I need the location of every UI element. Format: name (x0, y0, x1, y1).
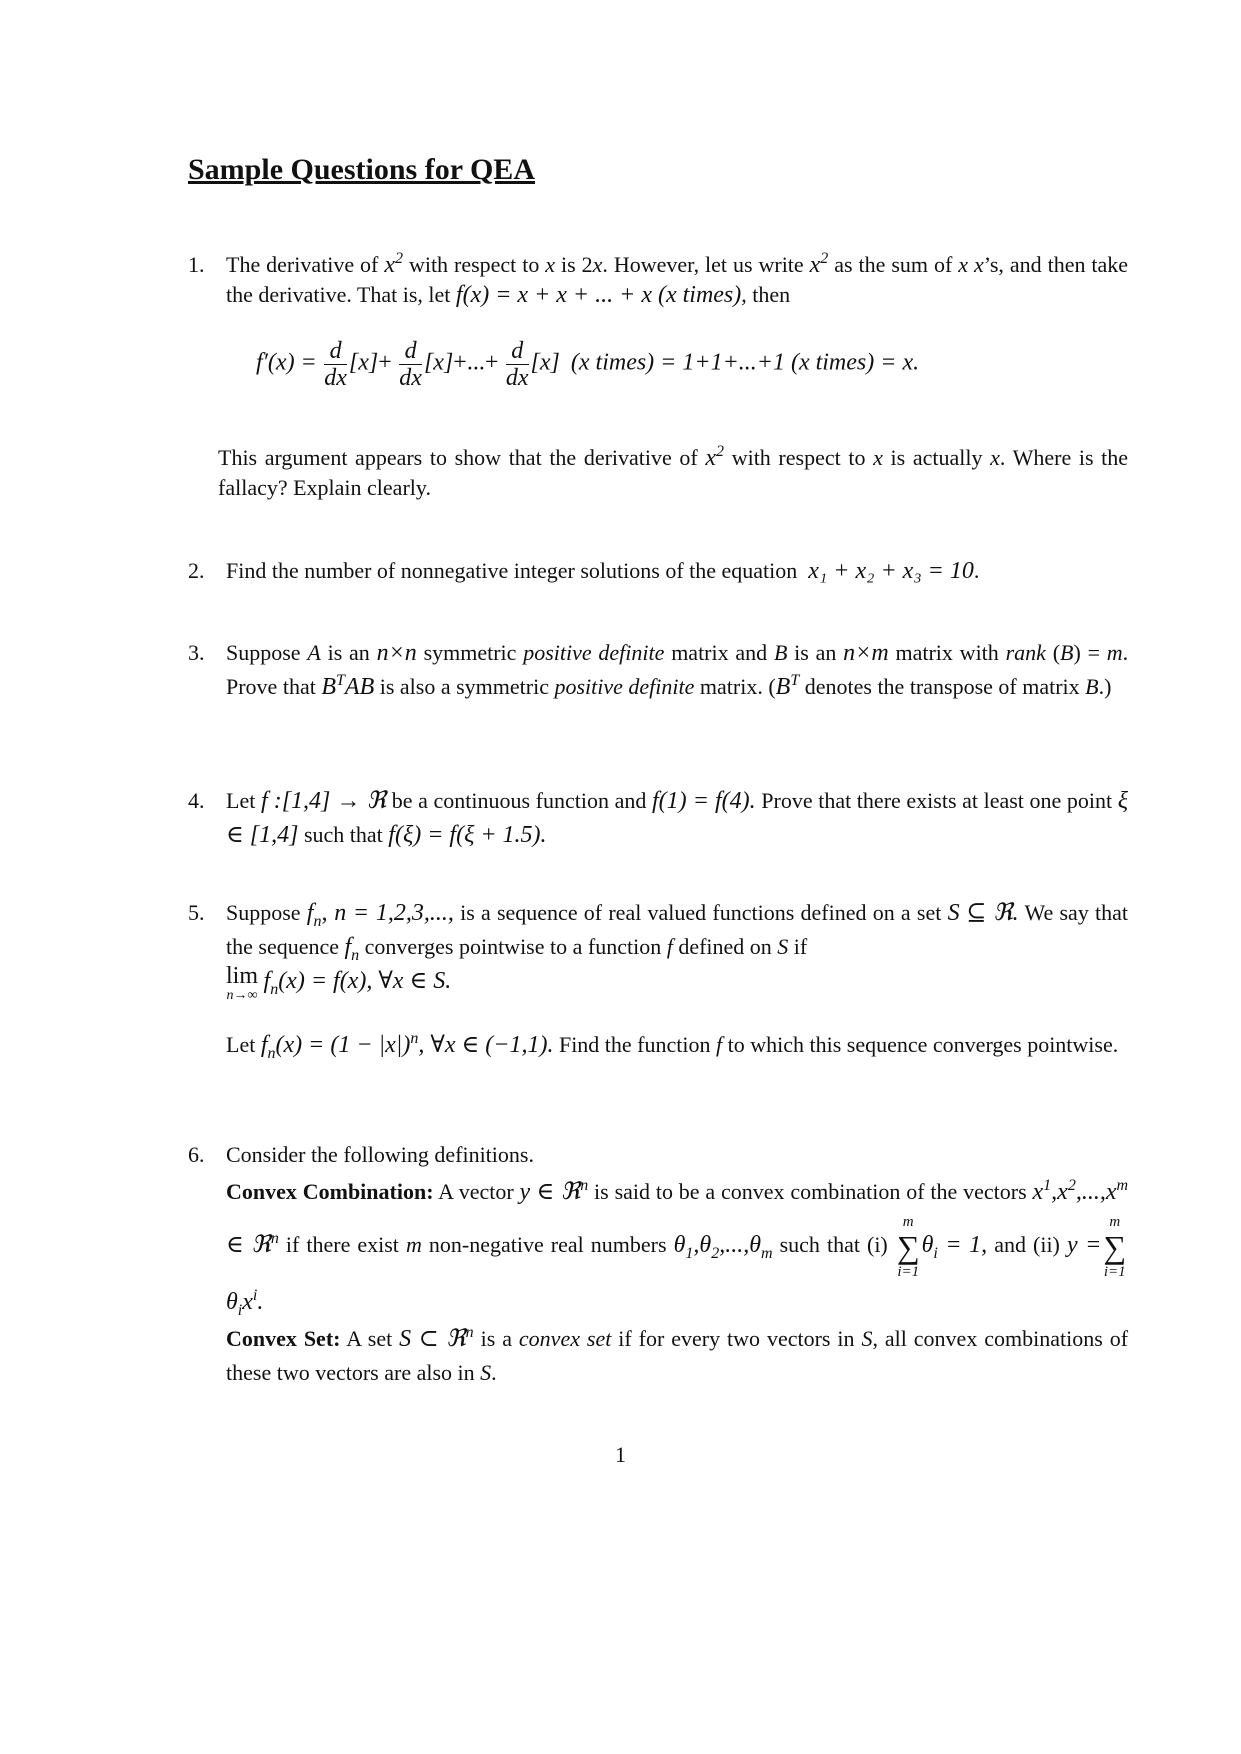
equation: x₁ + x₂ + x₃ = 10 (808, 558, 974, 584)
question-number: 6. (188, 1142, 205, 1167)
definition-label: Convex Combination: (226, 1179, 434, 1204)
question-1-equation: f′(x) = $\frac{d}{dx}$ [x]+ $\frac{d}{dx}$ [x]+...+ $\frac{d}{dx}$ [x] (x times) = 1+1+...+1 (x times) = x. (256, 338, 920, 391)
question-number: 5. (188, 900, 205, 925)
question-1-text: The derivative of $x^2$ with respect to x is 2x. However, let us write $x^2$ as the sum of x x’s, and then take the derivative. That is, let f(x) = x + x + ... + x (x times), then (226, 250, 1129, 308)
summation: m ∑ i=1 (896, 1214, 920, 1280)
summation: m ∑ i=1 (1103, 1214, 1127, 1280)
definition-label: Convex Set: (226, 1326, 341, 1351)
question-6: 6. Consider the following definitions. Convex Combination: A vector y ∈ ℜ$^n$ is said to be a convex combination of the vectors $x^1,x^2,...,x^m$ ∈ ℜ$^n$ if there exist m non-negative real numbers $\theta_1,\theta_2,...,\theta_m$ such that (i) m ∑ i=1 $\theta_i = 1$, and (ii) y = m ∑ i=1 $\theta_ix^i$. Convex Set: A set S ⊂ ℜ$^n$ is a convex set if for every two vectors in S, all convex combinations of these two vectors are also in S. (188, 1138, 1128, 1390)
page-number: 1 (615, 1442, 626, 1467)
question-1-followup: This argument appears to show that the derivative of $x^2$ with respect to x is actually x. Where is the fallacy? Explain clearly. (218, 443, 1129, 500)
f-definition: f(x) = x + x + ... + x (x times) (455, 282, 742, 308)
question-1 (188, 250, 1128, 310)
question-number: 4. (188, 788, 205, 813)
question-number: 3. (188, 640, 205, 665)
question-4: 4. Let f :[1,4] → ℜ be a continuous function and f(1) = f(4). Prove that there exists at least one point ξ ∈ [1,4] such that f(ξ) = f(ξ + 1.5). (188, 784, 1128, 852)
page-title: Sample Questions for QEA (188, 153, 535, 186)
question-2: 2. Find the number of nonnegative integer solutions of the equation x₁ + x₂ + x₃ = 10. (188, 558, 980, 584)
question-3: 3. Suppose A is an n×n symmetric positive definite matrix and B is an n×m matrix with rank (B) = m. Prove that $B^TAB$ is also a symmetric positive definite matrix. ($B^T$ denotes the transpose of matrix B.) (188, 636, 1128, 704)
limit-expression: lim n→∞ (226, 963, 259, 1003)
question-5: 5. Suppose $f_n$, n = 1,2,3,..., is a sequence of real valued functions defined on a set S ⊆ ℜ. We say that the sequence $f_n$ converges pointwise to a function f defined on S if lim n→∞ $f_n(x) = f(x)$, ∀x ∈ S. Let $f_n(x) = (1 - |x|)^n$, ∀x ∈ (−1,1). Find the function f to which this sequence converges pointwise. (188, 896, 1128, 1062)
question-number: 1. (188, 252, 205, 277)
question-number: 2. (188, 558, 205, 583)
